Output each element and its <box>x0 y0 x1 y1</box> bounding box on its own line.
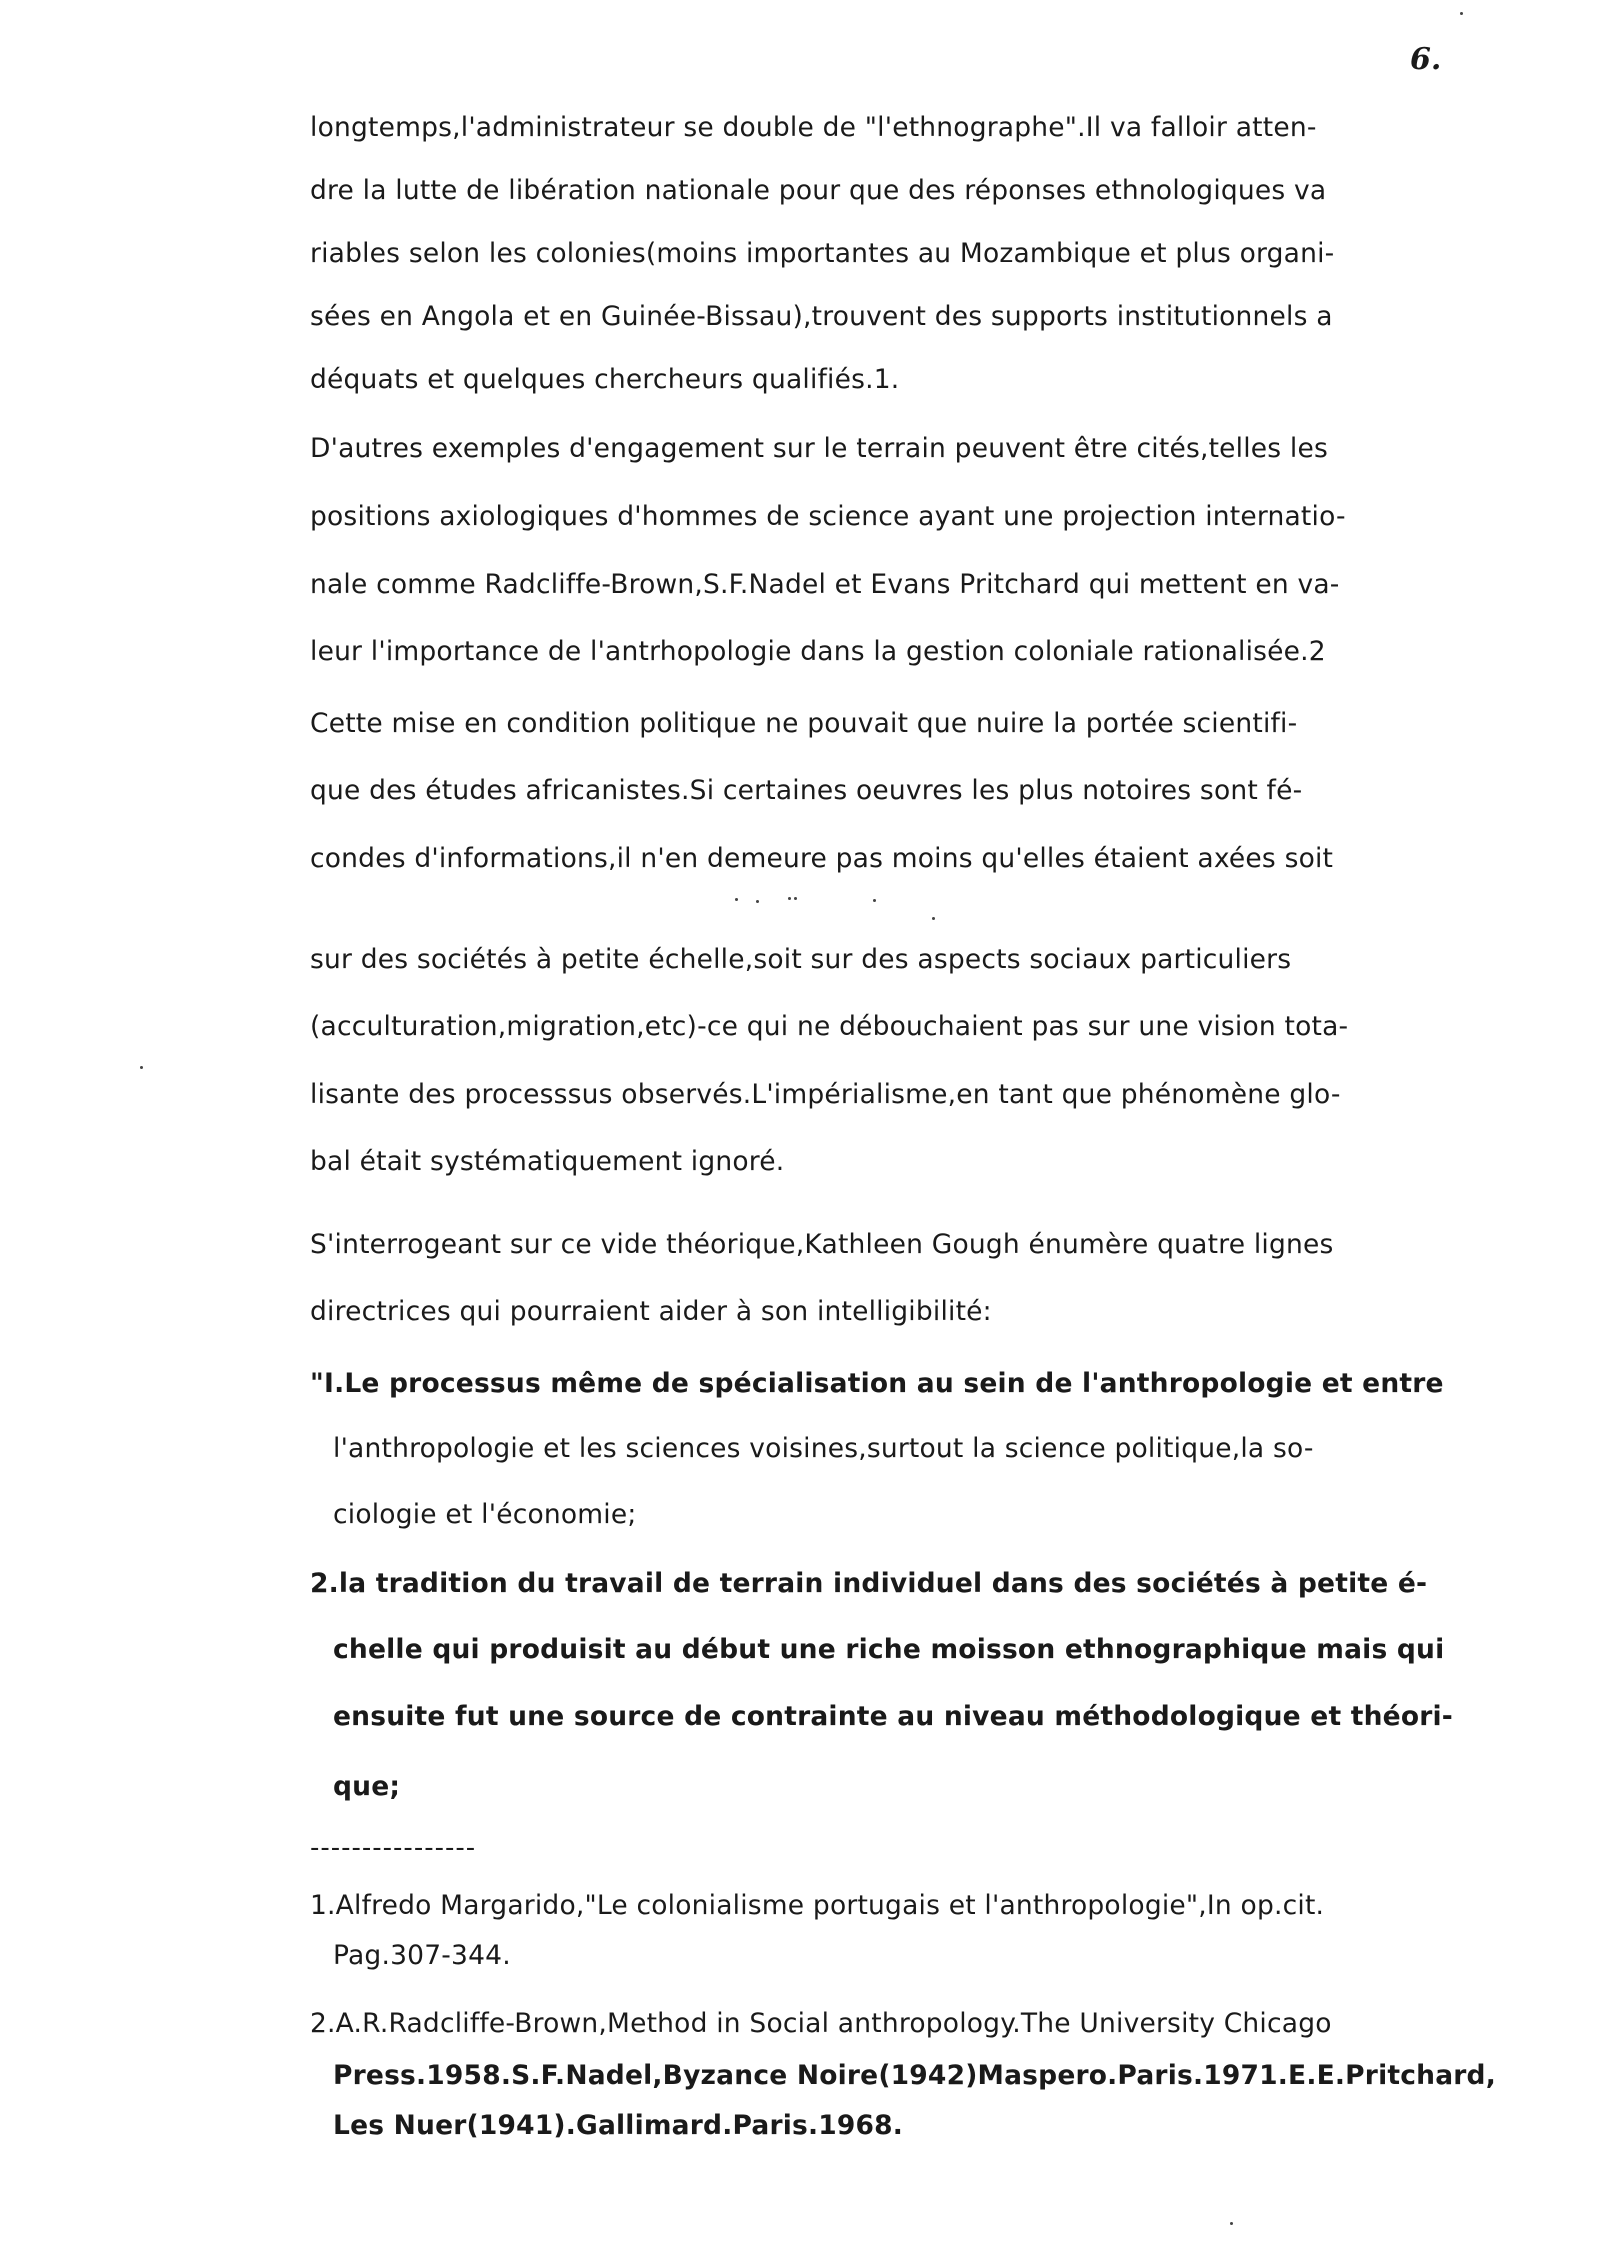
text-line: 2.la tradition du travail de terrain individuel dans des sociétés à petite é- <box>310 1568 1428 1599</box>
footnote-line: Les Nuer(1941).Gallimard.Paris.1968. <box>333 2110 904 2141</box>
text-line: chelle qui produisit au début une riche moisson ethnographique mais qui <box>333 1634 1445 1665</box>
text-line: positions axiologiques d'hommes de science ayant une projection internatio- <box>310 501 1346 532</box>
text-line: sées en Angola et en Guinée-Bissau),trouvent des supports institutionnels a <box>310 301 1333 332</box>
footnote-line: 2.A.R.Radcliffe-Brown,Method in Social anthropology.The University Chicago <box>310 2008 1332 2039</box>
text-line: longtemps,l'administrateur se double de "l'ethnographe".Il va falloir atten- <box>310 112 1317 143</box>
footnote-line: Press.1958.S.F.Nadel,Byzance Noire(1942)Maspero.Paris.1971.E.E.Pritchard, <box>333 2060 1496 2091</box>
text-line: dre la lutte de libération nationale pour que des réponses ethnologiques va <box>310 175 1327 206</box>
text-line: l'anthropologie et les sciences voisines,surtout la science politique,la so- <box>333 1433 1314 1464</box>
text-line: ensuite fut une source de contrainte au niveau méthodologique et théori- <box>333 1701 1453 1732</box>
text-line: leur l'importance de l'antrhopologie dans la gestion coloniale rationalisée.2 <box>310 636 1326 667</box>
scan-speck <box>788 897 791 900</box>
text-line: nale comme Radcliffe-Brown,S.F.Nadel et Evans Pritchard qui mettent en va- <box>310 569 1340 600</box>
footnote-divider: ---------------- <box>310 1833 477 1863</box>
text-line: "I.Le processus même de spécialisation au sein de l'anthropologie et entre <box>310 1368 1444 1399</box>
scan-speck <box>140 1066 143 1069</box>
text-line: lisante des processsus observés.L'impérialisme,en tant que phénomène glo- <box>310 1079 1341 1110</box>
page-number: 6. <box>1410 42 1442 77</box>
text-line: sur des sociétés à petite échelle,soit sur des aspects sociaux particuliers <box>310 944 1292 975</box>
text-line: ciologie et l'économie; <box>333 1499 637 1530</box>
scan-speck <box>932 917 935 920</box>
text-line: riables selon les colonies(moins importantes au Mozambique et plus organi- <box>310 238 1335 269</box>
text-line: bal était systématiquement ignoré. <box>310 1146 785 1177</box>
text-line: D'autres exemples d'engagement sur le terrain peuvent être cités,telles les <box>310 433 1329 464</box>
text-line: (acculturation,migration,etc)-ce qui ne débouchaient pas sur une vision tota- <box>310 1011 1349 1042</box>
text-line: condes d'informations,il n'en demeure pas moins qu'elles étaient axées soit <box>310 843 1334 874</box>
scan-speck <box>735 898 738 901</box>
text-line: que; <box>333 1771 401 1802</box>
footnote-line: 1.Alfredo Margarido,"Le colonialisme portugais et l'anthropologie",In op.cit. <box>310 1890 1325 1921</box>
scan-speck <box>1230 2222 1233 2225</box>
text-line: Cette mise en condition politique ne pouvait que nuire la portée scientifi- <box>310 708 1298 739</box>
text-line: S'interrogeant sur ce vide théorique,Kathleen Gough énumère quatre lignes <box>310 1229 1334 1260</box>
footnote-line: Pag.307-344. <box>333 1940 511 1971</box>
scan-speck <box>756 900 759 903</box>
text-line: que des études africanistes.Si certaines oeuvres les plus notoires sont fé- <box>310 775 1303 806</box>
scan-speck <box>1460 12 1463 15</box>
scan-speck <box>794 897 797 900</box>
text-line: directrices qui pourraient aider à son intelligibilité: <box>310 1296 992 1327</box>
text-line: déquats et quelques chercheurs qualifiés.1. <box>310 364 900 395</box>
scan-speck <box>873 899 876 902</box>
